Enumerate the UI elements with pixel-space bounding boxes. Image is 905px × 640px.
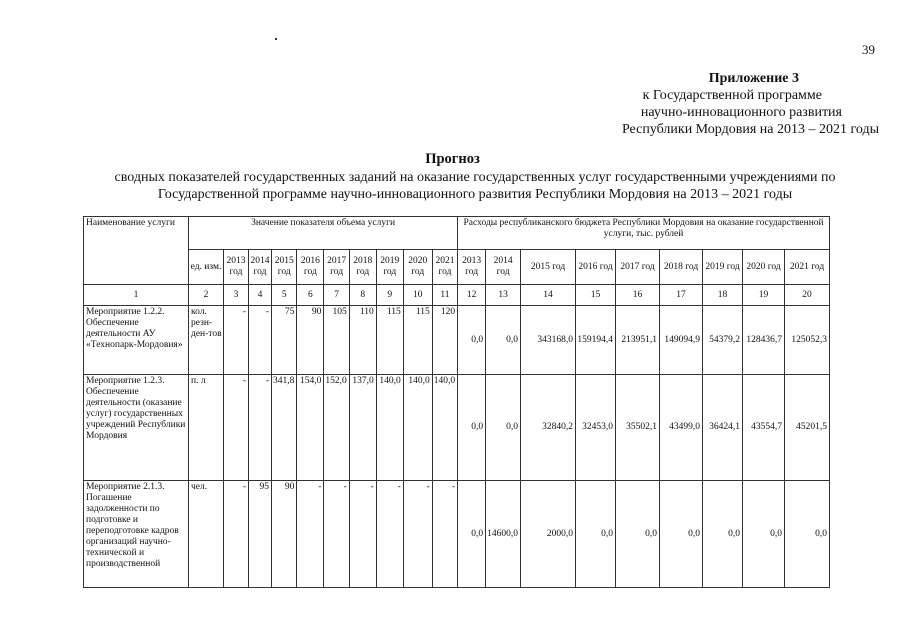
column-number: 11 xyxy=(432,285,457,306)
column-number: 5 xyxy=(272,285,297,306)
volume-value-cell: - xyxy=(224,375,249,481)
subtitle-line-1: сводных показателей государственных заданий на оказание государственных услуг государственными учреждениями по xyxy=(114,170,836,185)
volume-value-cell: 137,0 xyxy=(349,375,376,481)
header-expense-year: 2019 год xyxy=(703,250,743,285)
volume-value-cell: - xyxy=(432,481,457,588)
volume-value-cell: - xyxy=(224,306,249,375)
volume-value-cell: - xyxy=(297,481,324,588)
header-volume-year: 2014 год xyxy=(249,250,272,285)
service-name-cell: Мероприятие 1.2.2. Обеспечение деятельности АУ «Технопарк-Мордовия» xyxy=(84,306,189,375)
expense-value-cell: 125052,3 xyxy=(785,306,830,375)
volume-value-cell: - xyxy=(249,375,272,481)
subtitle-line-2: Государственной программе научно-инновационного развития Республики Мордовия на 2013 – 2021 годы xyxy=(157,187,793,202)
expense-value-cell: 0,0 xyxy=(703,481,743,588)
header-volume-year: 2021 год xyxy=(432,250,457,285)
header-service-name: Наименование услуги xyxy=(84,217,189,285)
header-expense-year: 2013 год xyxy=(458,250,486,285)
scan-speck xyxy=(275,38,277,40)
header-expense-year: 2014 год xyxy=(486,250,521,285)
expense-value-cell: 128436,7 xyxy=(743,306,785,375)
header-expense-group: Расходы республиканского бюджета Республики Мордовия на оказание государственной услуги, тыс. рублей xyxy=(458,217,830,250)
volume-value-cell: 140,0 xyxy=(376,375,403,481)
expense-value-cell: 2000,0 xyxy=(521,481,576,588)
volume-value-cell: - xyxy=(403,481,432,588)
header-volume-year: 2018 год xyxy=(349,250,376,285)
expense-value-cell: 213951,1 xyxy=(616,306,660,375)
volume-value-cell: - xyxy=(376,481,403,588)
expense-value-cell: 0,0 xyxy=(486,306,521,375)
expense-value-cell: 0,0 xyxy=(743,481,785,588)
header-expense-year: 2021 год xyxy=(785,250,830,285)
column-number: 4 xyxy=(249,285,272,306)
column-number: 3 xyxy=(224,285,249,306)
column-number: 1 xyxy=(84,285,189,306)
forecast-table xyxy=(83,216,830,588)
volume-value-cell: 140,0 xyxy=(403,375,432,481)
volume-value-cell: 105 xyxy=(324,306,349,375)
expense-value-cell: 343168,0 xyxy=(521,306,576,375)
column-number: 13 xyxy=(486,285,521,306)
volume-value-cell: - xyxy=(249,306,272,375)
expense-value-cell: 0,0 xyxy=(660,481,703,588)
appendix-header xyxy=(559,70,879,138)
volume-value-cell: 90 xyxy=(272,481,297,588)
column-number: 10 xyxy=(403,285,432,306)
expense-value-cell: 0,0 xyxy=(458,306,486,375)
expense-value-cell: 43499,0 xyxy=(660,375,703,481)
table-row xyxy=(84,375,830,481)
header-expense-year: 2015 год xyxy=(521,250,576,285)
document-title: Прогноз xyxy=(425,151,480,167)
column-number: 6 xyxy=(297,285,324,306)
volume-value-cell: 120 xyxy=(432,306,457,375)
expense-value-cell: 54379,2 xyxy=(703,306,743,375)
column-number: 14 xyxy=(521,285,576,306)
column-number: 16 xyxy=(616,285,660,306)
expense-value-cell: 0,0 xyxy=(616,481,660,588)
column-number: 7 xyxy=(324,285,349,306)
volume-value-cell: 140,0 xyxy=(432,375,457,481)
header-expense-year: 2020 год xyxy=(743,250,785,285)
expense-value-cell: 0,0 xyxy=(486,375,521,481)
column-number: 12 xyxy=(458,285,486,306)
expense-value-cell: 14600,0 xyxy=(486,481,521,588)
table-row xyxy=(84,306,830,375)
appendix-line-2: научно-инновационного развития xyxy=(640,105,842,120)
expense-value-cell: 32453,0 xyxy=(576,375,616,481)
expense-value-cell: 0,0 xyxy=(458,375,486,481)
document-subtitle xyxy=(80,169,870,203)
page-number: 39 xyxy=(862,42,875,57)
volume-value-cell: 341,8 xyxy=(272,375,297,481)
expense-value-cell: 35502,1 xyxy=(616,375,660,481)
header-volume-year: 2016 год xyxy=(297,250,324,285)
service-name-cell: Мероприятие 2.1.3. Погашение задолженности по подготовке и переподготовке кадров организаций научно-технической и производственной xyxy=(84,481,189,588)
volume-value-cell: 110 xyxy=(349,306,376,375)
appendix-line-1: к Государственной программе xyxy=(642,88,822,103)
column-number: 8 xyxy=(349,285,376,306)
volume-value-cell: 115 xyxy=(403,306,432,375)
unit-cell: чел. xyxy=(189,481,224,588)
volume-value-cell: - xyxy=(324,481,349,588)
expense-value-cell: 159194,4 xyxy=(576,306,616,375)
column-number: 2 xyxy=(189,285,224,306)
appendix-line-3: Республики Мордовия на 2013 – 2021 годы xyxy=(621,122,879,137)
header-volume-year: 2015 год xyxy=(272,250,297,285)
appendix-title: Приложение 3 xyxy=(708,71,799,86)
header-volume-year: 2013 год xyxy=(224,250,249,285)
expense-value-cell: 36424,1 xyxy=(703,375,743,481)
table-row xyxy=(84,481,830,588)
column-number: 9 xyxy=(376,285,403,306)
expense-value-cell: 0,0 xyxy=(458,481,486,588)
expense-value-cell: 0,0 xyxy=(785,481,830,588)
header-expense-year: 2016 год xyxy=(576,250,616,285)
volume-value-cell: 75 xyxy=(272,306,297,375)
header-volume-year: 2019 год xyxy=(376,250,403,285)
header-unit: ед. изм. xyxy=(189,250,224,285)
header-expense-year: 2018 год xyxy=(660,250,703,285)
volume-value-cell: 152,0 xyxy=(324,375,349,481)
volume-value-cell: 90 xyxy=(297,306,324,375)
header-volume-group: Значение показателя объема услуги xyxy=(189,217,458,250)
header-expense-year: 2017 год xyxy=(616,250,660,285)
volume-value-cell: - xyxy=(349,481,376,588)
column-number: 19 xyxy=(743,285,785,306)
expense-value-cell: 0,0 xyxy=(576,481,616,588)
column-number: 20 xyxy=(785,285,830,306)
volume-value-cell: 95 xyxy=(249,481,272,588)
column-number: 18 xyxy=(703,285,743,306)
service-name-cell: Мероприятие 1.2.3. Обеспечение деятельности (оказание услуг) государственных учреждений Республики Мордовия xyxy=(84,375,189,481)
expense-value-cell: 45201,5 xyxy=(785,375,830,481)
volume-value-cell: 115 xyxy=(376,306,403,375)
column-number: 17 xyxy=(660,285,703,306)
expense-value-cell: 43554,7 xyxy=(743,375,785,481)
volume-value-cell: 154,0 xyxy=(297,375,324,481)
unit-cell: п. л xyxy=(189,375,224,481)
header-volume-year: 2017 год xyxy=(324,250,349,285)
header-volume-year: 2020 год xyxy=(403,250,432,285)
column-number: 15 xyxy=(576,285,616,306)
expense-value-cell: 149094,9 xyxy=(660,306,703,375)
unit-cell: кол. резн-ден-тов xyxy=(189,306,224,375)
expense-value-cell: 32840,2 xyxy=(521,375,576,481)
volume-value-cell: - xyxy=(224,481,249,588)
